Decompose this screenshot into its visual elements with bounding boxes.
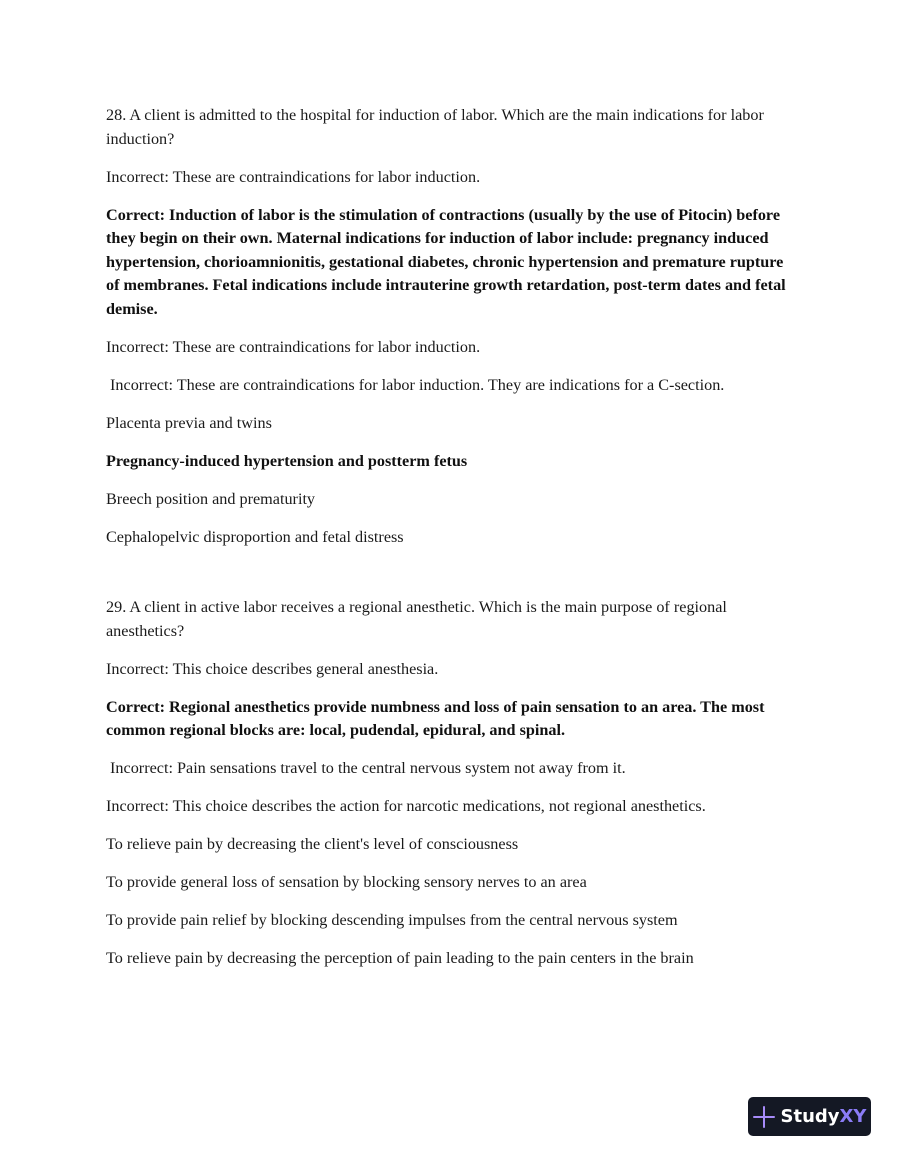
answer-option: To relieve pain by decreasing the client's level of consciousness — [106, 835, 519, 853]
badge-xy-text: XY — [839, 1106, 867, 1127]
studyxy-badge[interactable] — [748, 1097, 871, 1136]
question-29 — [106, 596, 796, 971]
document-page — [106, 104, 796, 985]
answer-option: Cephalopelvic disproportion and fetal distress — [106, 527, 404, 546]
correct-explanation: Correct: Regional anesthetics provide numbness and loss of pain sensation to an area. The most common regional blocks are: local, pudendal, epidural, and spinal. — [106, 697, 765, 739]
answer-option: Placenta previa and twins — [106, 413, 272, 432]
answer-option: To relieve pain by decreasing the perception of pain leading to the pain centers in the brain — [106, 949, 694, 967]
question-28 — [106, 104, 796, 549]
answer-explanation: Incorrect: These are contraindications for labor induction. — [106, 167, 481, 186]
plus-icon — [753, 1106, 775, 1128]
badge-logo-text — [781, 1106, 867, 1127]
question-text: 29. A client in active labor receives a regional anesthetic. Which is the main purpose of regional anesthetics? — [106, 598, 727, 640]
correct-explanation: Correct: Induction of labor is the stimulation of contractions (usually by the use of Pitocin) before they begin on their own. Maternal indications for induction of labor include: pregnancy induced hypertension, chorioamnionitis, gestational diabetes, chronic hypertension and premature rupture of membranes. Fetal indications include intrauterine growth retardation, post-term dates and fetal demise. — [106, 205, 786, 318]
answer-explanation: Incorrect: This choice describes general anesthesia. — [106, 659, 439, 678]
answer-option: Breech position and prematurity — [106, 489, 316, 508]
badge-study-text: Study — [780, 1106, 840, 1127]
question-text: 28. A client is admitted to the hospital for induction of labor. Which are the main indications for labor induction? — [106, 106, 764, 148]
answer-explanation: Incorrect: This choice describes the action for narcotic medications, not regional anesthetics. — [106, 797, 706, 815]
answer-explanation: Incorrect: These are contraindications for labor induction. They are indications for a C-section. — [106, 375, 725, 394]
answer-option: To provide general loss of sensation by blocking sensory nerves to an area — [106, 873, 587, 891]
correct-answer-option: Pregnancy-induced hypertension and postterm fetus — [106, 451, 468, 470]
answer-explanation: Incorrect: Pain sensations travel to the central nervous system not away from it. — [106, 759, 626, 777]
answer-option: To provide pain relief by blocking descending impulses from the central nervous system — [106, 911, 678, 929]
answer-explanation: Incorrect: These are contraindications for labor induction. — [106, 337, 481, 356]
